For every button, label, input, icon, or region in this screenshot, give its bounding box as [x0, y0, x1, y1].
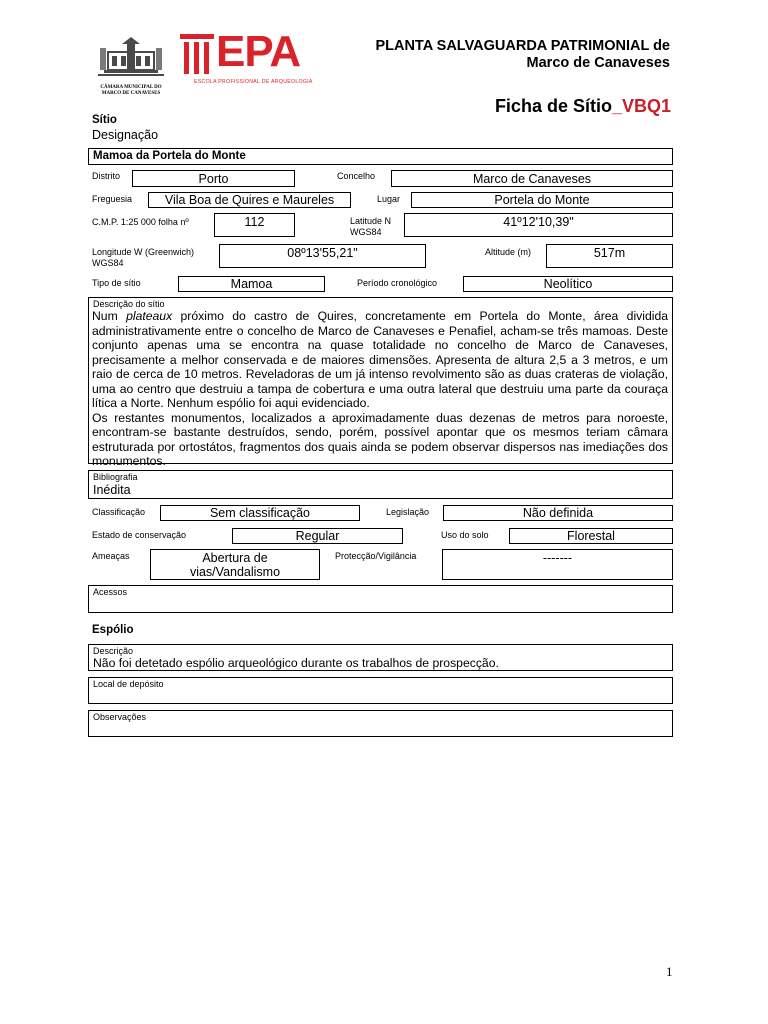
classificacao-field[interactable] [160, 505, 360, 521]
descricao-p1-rest: próximo do castro de Quires, concretamente em Portela do Monte, área dividida administrativamente entre o concelho de Marco de Canaveses e Penafiel, acham-se três mamoas. Deste conjunto apenas uma se encontra na quase totalidade no concelho de Marco de Canaveses, precisamente a melhor conservada e de maiores dimensões. Apresenta de altura 2,5 a 3 metros, e um raio de cerca de 10 metros. Reveladoras de um já intenso revolvimento são as duas crateras de violação, uma ao centro que destruiu a tampa de cobertura e uma outra lateral que destruiu uma parte da couraça lítica a Norte. Nenhum espólio foi aqui evidenciado. [92, 309, 669, 410]
municipal-crest-icon [96, 34, 166, 80]
descricao-paragraph-1 [92, 309, 668, 411]
designacao-label: Designação [92, 128, 159, 142]
periodo-value: Neolítico [543, 277, 593, 291]
title-line-2: Marco de Canaveses [526, 55, 670, 71]
acessos-label: Acessos [93, 587, 128, 597]
concelho-label: Concelho [337, 171, 376, 181]
espolio-descricao-field[interactable] [88, 644, 673, 671]
section-title-sitio: Sítio [92, 114, 117, 126]
ficha-code: _VBQ1 [611, 96, 671, 116]
title-line-1: PLANTA SALVAGUARDA PATRIMONIAL de [375, 38, 670, 54]
legislacao-label: Legislação [386, 507, 430, 517]
latitude-label-line2: WGS84 [350, 227, 382, 237]
distrito-label: Distrito [92, 171, 121, 181]
tipo-field[interactable] [178, 276, 325, 292]
latitude-field[interactable] [404, 213, 673, 237]
ameacas-value-line2: vias/Vandalismo [189, 565, 281, 579]
descricao-p1-italic: plateaux [126, 309, 173, 323]
ficha-label: Ficha de Sítio [494, 96, 612, 116]
descricao-p1-start: Num [92, 309, 127, 323]
lugar-value: Portela do Monte [494, 193, 590, 207]
uso-solo-field[interactable] [509, 528, 673, 544]
section-title-espolio: Espólio [92, 624, 134, 636]
classificacao-label: Classificação [92, 507, 146, 517]
ameacas-value-line1: Abertura de [202, 551, 268, 565]
lugar-field[interactable] [411, 192, 673, 208]
proteccao-field[interactable] [442, 549, 673, 580]
local-deposito-field[interactable] [88, 677, 673, 704]
designacao-value: Mamoa da Portela do Monte [93, 150, 246, 162]
altitude-label: Altitude (m) [485, 247, 532, 257]
freguesia-label: Freguesia [92, 194, 133, 204]
longitude-label-line1: Longitude W (Greenwich) [92, 247, 195, 257]
cmp-label: C.M.P. 1:25 000 folha nº [92, 217, 189, 227]
local-deposito-label: Local de depósito [93, 679, 164, 689]
longitude-field[interactable] [219, 244, 426, 268]
longitude-label-line2: WGS84 [92, 258, 124, 268]
epa-columns-icon [180, 34, 214, 74]
observacoes-field[interactable] [88, 710, 673, 737]
epa-logo [180, 27, 316, 90]
distrito-field[interactable] [132, 170, 295, 187]
document-title [375, 38, 670, 72]
latitude-label [350, 216, 391, 238]
ameacas-field[interactable] [150, 549, 320, 580]
designacao-field[interactable] [88, 148, 673, 165]
proteccao-label: Protecção/Vigilância [335, 551, 417, 561]
uso-solo-label: Uso do solo [441, 530, 489, 540]
page-number: 1 [666, 964, 673, 979]
longitude-label [92, 247, 194, 269]
ficha-heading [495, 95, 671, 117]
cmp-value: 112 [244, 215, 265, 229]
acessos-field[interactable] [88, 585, 673, 613]
espolio-descricao-value: Não foi detetado espólio arqueológico durante os trabalhos de prospecção. [93, 656, 499, 670]
epa-logo-text: EPA [216, 27, 301, 76]
longitude-value: 08º13'55,21" [287, 246, 358, 260]
legislacao-value: Não definida [522, 506, 594, 520]
observacoes-label: Observações [93, 712, 147, 722]
descricao-sitio-label: Descrição do sítio [93, 299, 165, 309]
tipo-value: Mamoa [230, 277, 273, 291]
distrito-value: Porto [198, 172, 229, 186]
lugar-label: Lugar [377, 194, 401, 204]
proteccao-value: ------- [542, 551, 573, 565]
municipal-logo-caption: CÂMARA MUNICIPAL DO MARCO DE CANAVESES [100, 85, 162, 96]
concelho-value: Marco de Canaveses [472, 172, 592, 186]
epa-logo-subtitle: ESCOLA PROFISSIONAL DE ARQUEOLOGIA [194, 79, 313, 85]
municipal-logo [96, 34, 166, 96]
bibliografia-label: Bibliografia [93, 472, 138, 482]
legislacao-field[interactable] [443, 505, 673, 521]
uso-solo-value: Florestal [567, 529, 615, 543]
tipo-label: Tipo de sítio [92, 278, 141, 288]
latitude-value: 41º12'10,39" [503, 215, 574, 229]
descricao-sitio-text [92, 309, 668, 469]
estado-value: Regular [295, 529, 340, 543]
altitude-field[interactable] [546, 244, 673, 268]
ameacas-label: Ameaças [92, 551, 130, 561]
estado-field[interactable] [232, 528, 403, 544]
concelho-field[interactable] [391, 170, 673, 187]
periodo-label: Período cronológico [357, 278, 438, 288]
bibliografia-value: Inédita [93, 483, 131, 497]
bibliografia-field[interactable] [88, 470, 673, 499]
classificacao-value: Sem classificação [209, 506, 311, 520]
estado-label: Estado de conservação [92, 530, 187, 540]
periodo-field[interactable] [463, 276, 673, 292]
cmp-field[interactable] [214, 213, 295, 237]
espolio-descricao-label: Descrição [93, 646, 134, 656]
latitude-label-line1: Latitude N [350, 216, 392, 226]
ameacas-value [151, 551, 319, 579]
freguesia-field[interactable] [148, 192, 351, 208]
descricao-paragraph-2: Os restantes monumentos, localizados a aproximadamente duas dezenas de metros para noroeste, encontram-se bastante destruídos, sendo, porém, possível apontar que os mesmos teriam câmara estruturada por ortostátos, fragmentos dos quais ainda se podem observar dispersos nas imediações dos monumentos. [92, 410, 668, 468]
freguesia-value: Vila Boa de Quires e Maureles [164, 193, 335, 207]
altitude-value: 517m [593, 246, 626, 260]
